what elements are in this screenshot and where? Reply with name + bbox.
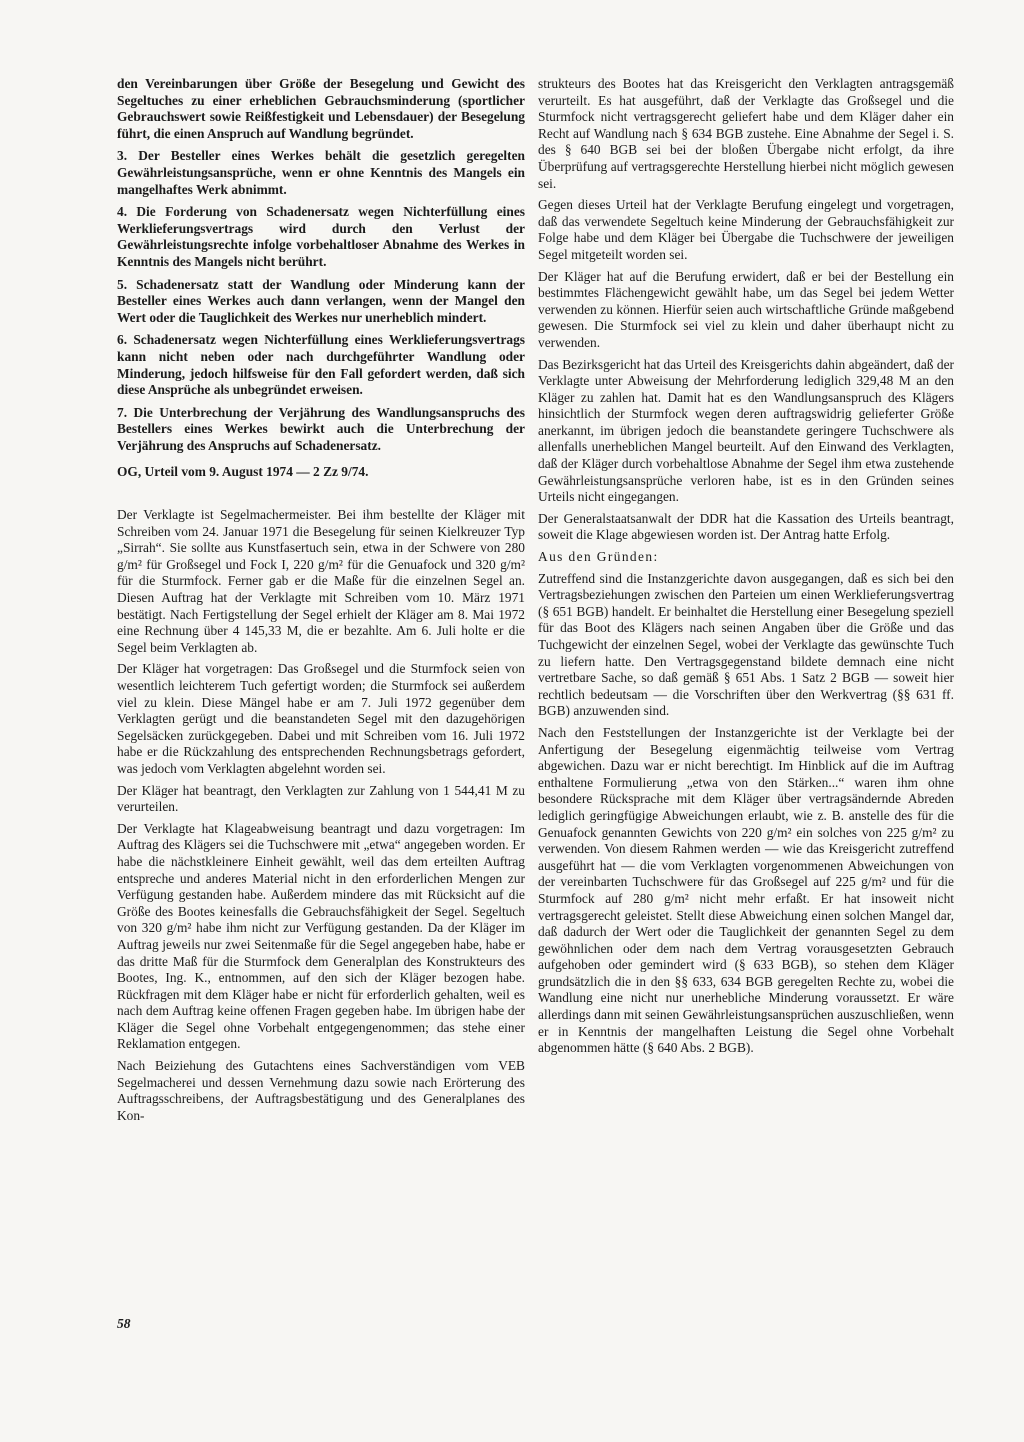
headnotes <box>117 76 525 481</box>
left-column <box>117 76 525 1129</box>
decision-citation: OG, Urteil vom 9. August 1974 — 2 Zz 9/74. <box>117 464 369 480</box>
headnote: 5. Schadenersatz statt der Wandlung oder Minderung kann der Besteller eines Werkes auch dann verlangen, wenn der Mangel den Wert oder die Tauglichkeit des Werkes nur unerheblich mindert. <box>117 276 525 325</box>
body-paragraph: Der Kläger hat beantragt, den Verklagten zur Zahlung von 1 544,41 M zu verurteilen. <box>117 782 525 815</box>
right-column <box>538 76 954 1062</box>
body-paragraph: Der Verklagte ist Segelmachermeister. Bei ihm bestellte der Kläger mit Schreiben vom 24. Januar 1971 die Besegelung für seinen Kielkreuzer Typ „Sirrah“. Sie sollte aus Kunstfasertuch sein, etwa in der Schwere von 280 g/m² für Großsegel und Fock I, 220 g/m² für die Genuafock und 320 g/m² für die Sturmfock. Ferner gab er die Maße für die einzelnen Segel an. Diesen Auftrag hat der Verklagte mit Schreiben vom 10. März 1971 bestätigt. Nach Fertigstellung der Segel erhielt der Kläger am 8. Mai 1972 eine Rechnung über 4 145,33 M, die er bezahlte. Am 6. Juli holte er die Segel beim Verklagten ab. <box>117 507 525 655</box>
body-paragraph: Der Verklagte hat Klageabweisung beantragt und dazu vorgetragen: Im Auftrag des Klägers sei die Tuchschwere mit „etwa“ angegeben worden. Er habe die nächstkleinere Einheit gewählt, weil das dem erteilten Auftrag entspreche und anderes Material nicht in den erforderlichen Mengen zur Verfügung gestanden habe. Außerdem mindere das mit Rücksicht auf die Größe des Bootes keinesfalls die Gebrauchsfähigkeit der Segel. Segeltuch von 320 g/m² habe ihm nicht zur Verfügung gestanden. Da der Kläger im Auftrag jeweils nur zwei Seitenmaße für die Segel angegeben habe, habe er das dritte Maß für die Sturmfock dem Generalplan des Konstrukteurs des Bootes, Ing. K., entnommen, auf den sich der Kläger bezogen habe. Rückfragen mit dem Kläger habe er nicht für erforderlich gehalten, weil es nach dem Auftrag keine offenen Fragen gegeben habe. Im übrigen habe der Kläger die Segel ohne Vorbehalt entgegengenommen; das stehe einer Reklamation entgegen. <box>117 820 525 1052</box>
body-paragraph: Der Kläger hat auf die Berufung erwidert, daß er bei der Bestellung ein bestimmtes Flächengewicht gewählt habe, um das Segel bei jedem Wetter verwenden zu können. Hierfür seien auch wirtschaftliche Gründe maßgebend gewesen. Die Sturmfock sei viel zu klein und daher überhaupt nicht zu verwenden. <box>538 268 954 350</box>
spacer <box>117 481 525 507</box>
headnote: 6. Schadenersatz wegen Nichterfüllung eines Werklieferungsvertrags kann nicht neben oder nach durchgeführter Wandlung oder Minderung, jedoch hilfsweise für den Fall gefordert werden, daß sich diese Ansprüche als unbegründet erweisen. <box>117 332 525 398</box>
body-paragraph: Das Bezirksgericht hat das Urteil des Kreisgerichts dahin abgeändert, daß der Verklagte unter Abweisung der Mehrforderung lediglich 329,48 M an den Kläger zu zahlen hat. Damit hat es den Wandlungsanspruch des Klägers hinsichtlich der Sturmfock wegen deren auftragswidrig gelieferter Größe anerkannt, im übrigen jedoch die beanstandete geringere Tuchschwere als allenfalls unerheblichen Mangel beurteilt. Auf den Einwand des Verklagten, daß der Kläger durch vorbehaltlose Abnahme der Segel ihm etwa zustehende Gewährleistungsansprüche verloren habe, ist es in den Gründen seines Urteils nicht eingegangen. <box>538 356 954 505</box>
body-paragraph: strukteurs des Bootes hat das Kreisgericht den Verklagten antragsgemäß verurteilt. Es hat ausgeführt, daß der Verklagte das Großsegel und die Sturmfock nicht vertragsgerecht geliefert habe und dem Kläger daher ein Recht auf Wandlung nach § 634 BGB zustehe. Eine Abnahme der Segel i. S. des § 640 BGB sei bei der bloßen Übergabe nicht erfolgt, da ihre Überprüfung auf vertragsgerechte Herstellung hierbei nicht möglich gewesen sei. <box>538 76 954 191</box>
page-number: 58 <box>117 1316 131 1331</box>
body-paragraph: Nach Beiziehung des Gutachtens eines Sachverständigen vom VEB Segelmacherei und dessen Vernehmung dazu sowie nach Erörterung des Auftragsschreibens, der Auftragsbestätigung und des Generalplanes des Kon- <box>117 1058 525 1123</box>
headnote: 7. Die Unterbrechung der Verjährung des Wandlungsanspruchs des Bestellers eines Werkes bewirkt auch die Unterbrechung der Verjährung des Anspruchs auf Schadenersatz. <box>117 404 525 453</box>
body-paragraph: Gegen dieses Urteil hat der Verklagte Berufung eingelegt und vorgetragen, daß das verwendete Segeltuch keine Minderung der Gebrauchsfähigkeit zur Folge habe und dem Kläger bei Übergabe die Tuchschwere der jeweiligen Segel mitgeteilt worden sei. <box>538 197 954 262</box>
body-paragraph: Der Generalstaatsanwalt der DDR hat die Kassation des Urteils beantragt, soweit die Klage abgewiesen worden ist. Der Antrag hatte Erfolg. <box>538 510 954 543</box>
headnote: den Vereinbarungen über Größe der Besegelung und Gewicht des Segeltuches zu einer erheblichen Gebrauchsminderung (sportlicher Gebrauchswert sowie Reißfestigkeit und Lebensdauer) der Besegelung führt, die einen Anspruch auf Wandlung begründet. <box>117 76 525 141</box>
body-paragraph: Zutreffend sind die Instanzgerichte davon ausgegangen, daß es sich bei den Vertragsbeziehungen zwischen den Parteien um einen Werklieferungsvertrag (§ 651 BGB) handelt. Er beinhaltet die Herstellung einer Besegelung speziell für das Boot des Klägers nach seinen Angaben über die Größe und das Tuchgewicht der einzelnen Segel, wobei der Verklagte das gewünschte Tuch zu liefern hatte. Den Vertragsgegenstand bildete demnach eine nicht vertretbare Sache, so daß gemäß § 651 Abs. 1 Satz 2 BGB — soweit hier rechtlich bedeutsam — die Vorschriften über den Werkvertrag (§§ 631 ff. BGB) anzuwenden sind. <box>538 570 954 719</box>
headnote: 4. Die Forderung von Schadenersatz wegen Nichterfüllung eines Werklieferungsvertrags wird durch den Verlust der Gewährleistungsrechte infolge vorbehaltloser Abnahme des Werkes in Kenntnis des Mangels nicht berührt. <box>117 204 525 269</box>
body-paragraph: Nach den Feststellungen der Instanzgerichte ist der Verklagte bei der Anfertigung der Besegelung eigenmächtig teilweise vom Vertrag abgewichen. Dazu war er nicht berechtigt. Im Hinblick auf die im Auftrag enthaltene Formulierung „etwa von den Stärken...“ waren ihm ohne besondere Rücksprache mit dem Kläger über vertragsändernde Abreden lediglich geringfügige Abweichungen erlaubt, wie z. B. anstelle des für die Genuafock genannten Gewichts von 220 g/m² ein solches von 225 g/m² zu verwenden. Von diesem Rahmen werden — wie das Kreisgericht zutreffend ausgeführt hat — die vom Verklagten vorgenommenen Abweichungen von der vereinbarten Tuchschwere für das Großsegel auf 225 g/m² und für die Sturmfock auf 280 g/m² nicht mehr erfaßt. Er hat insoweit nicht vertragsgerecht geleistet. Stellt diese Abweichung einen solchen Mangel dar, daß dadurch der Wert oder die Tauglichkeit der genannten Segel zu dem gewöhnlichen oder dem nach dem Vertrag vorausgesetzten Gebrauch aufgehoben oder gemindert wird (§ 633 BGB), so stehen dem Kläger grundsätzlich die in den §§ 633, 634 BGB geregelten Rechte zu, wobei die Wandlung eine nicht nur unerhebliche Minderung voraussetzt. Er wäre allerdings dann mit seinen Gewährleistungsansprüchen auszuschließen, wenn er in Kenntnis der mangelhaften Leistung die Segel ohne Vorbehalt abgenommen hätte (§ 640 Abs. 2 BGB). <box>538 724 954 1056</box>
headnote: 3. Der Besteller eines Werkes behält die gesetzlich geregelten Gewährleistungsansprüche, wenn er ohne Kenntnis des Mangels ein mangelhaftes Werk abnimmt. <box>117 148 525 197</box>
body-paragraph: Der Kläger hat vorgetragen: Das Großsegel und die Sturmfock seien von wesentlich leichterem Tuch gefertigt worden; die Sturmfock sei außerdem viel zu klein. Diese Mängel habe er am 7. Juli 1972 gegenüber dem Verklagten gerügt und die beanstandeten Segel mit den dazugehörigen Segelsäcken zurückgegeben. Dabei und mit Schreiben vom 16. Juli 1972 habe er die Rückzahlung des entsprechenden Rechnungsbetrags gefordert, was jedoch vom Verklagten abgelehnt worden sei. <box>117 661 525 776</box>
section-heading: Aus den Gründen: <box>538 549 659 565</box>
